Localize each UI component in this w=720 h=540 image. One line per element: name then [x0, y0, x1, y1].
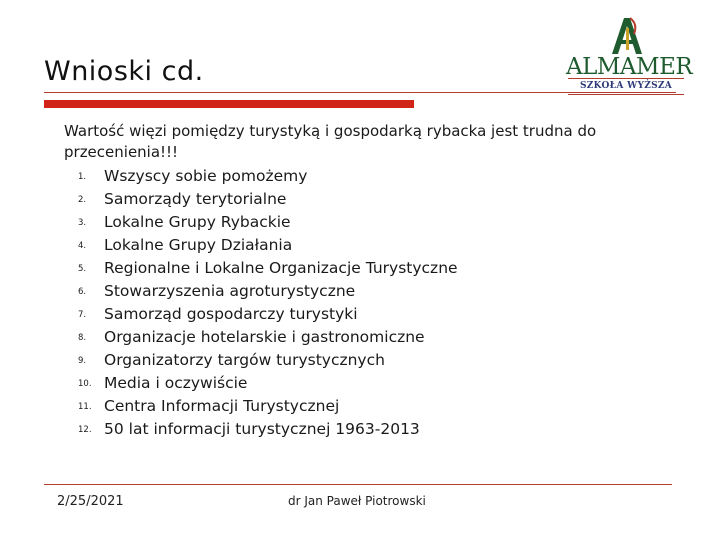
intro-line-2: przecenienia!!!	[64, 143, 179, 161]
list-item-text: Regionalne i Lokalne Organizacje Turystyczne	[104, 259, 458, 277]
list-item	[64, 418, 664, 441]
list-item-number: 2.	[78, 195, 87, 205]
logo-subtitle: SZKOŁA WYŻSZA	[579, 81, 673, 91]
list-item	[64, 303, 664, 326]
list-item-text: Organizacje hotelarskie i gastronomiczne	[104, 328, 425, 346]
list-item-text: Samorządy terytorialne	[104, 190, 287, 208]
list-item-number: 8.	[78, 333, 87, 343]
slide-title: Wnioski cd.	[44, 56, 204, 87]
list-item-text: Lokalne Grupy Działania	[104, 236, 293, 254]
list-item-number: 12.	[78, 425, 92, 435]
list-item-number: 6.	[78, 287, 87, 297]
logo-name: ALMAMER	[566, 54, 693, 80]
list-item	[64, 188, 664, 211]
list-item-text: 50 lat informacji turystycznej 1963-2013	[104, 420, 420, 438]
title-accent-bar	[44, 100, 414, 108]
list-item-text: Wszyscy sobie pomożemy	[104, 167, 308, 185]
intro-text	[64, 121, 664, 163]
list-item	[64, 211, 664, 234]
logo-rule-bottom	[568, 94, 684, 95]
list-item	[64, 349, 664, 372]
list-item-number: 4.	[78, 241, 87, 251]
list-item	[64, 395, 664, 418]
list-item	[64, 165, 664, 188]
list-item-number: 1.	[78, 172, 87, 182]
list-item-number: 11.	[78, 402, 92, 412]
list-item-number: 7.	[78, 310, 87, 320]
intro-line-1: Wartość więzi pomiędzy turystyką i gospodarką rybacka jest trudna do	[64, 122, 597, 140]
footer-date: 2/25/2021	[57, 494, 124, 509]
list-item-text: Centra Informacji Turystycznej	[104, 397, 340, 415]
almamer-emblem-icon	[560, 14, 690, 56]
list-item	[64, 257, 664, 280]
list-item-text: Samorząd gospodarczy turystyki	[104, 305, 358, 323]
footer-author: dr Jan Paweł Piotrowski	[288, 494, 426, 508]
numbered-list	[64, 165, 664, 441]
almamer-logo	[560, 14, 693, 98]
list-item-text: Organizatorzy targów turystycznych	[104, 351, 385, 369]
list-item-text: Stowarzyszenia agroturystyczne	[104, 282, 356, 300]
list-item-number: 10.	[78, 379, 92, 389]
list-item-number: 9.	[78, 356, 87, 366]
footer-rule	[44, 484, 672, 485]
list-item-number: 3.	[78, 218, 87, 228]
list-item	[64, 280, 664, 303]
list-item	[64, 326, 664, 349]
list-item	[64, 234, 664, 257]
list-item-text: Lokalne Grupy Rybackie	[104, 213, 291, 231]
list-item-number: 5.	[78, 264, 87, 274]
list-item-text: Media i oczywiście	[104, 374, 248, 392]
list-item	[64, 372, 664, 395]
